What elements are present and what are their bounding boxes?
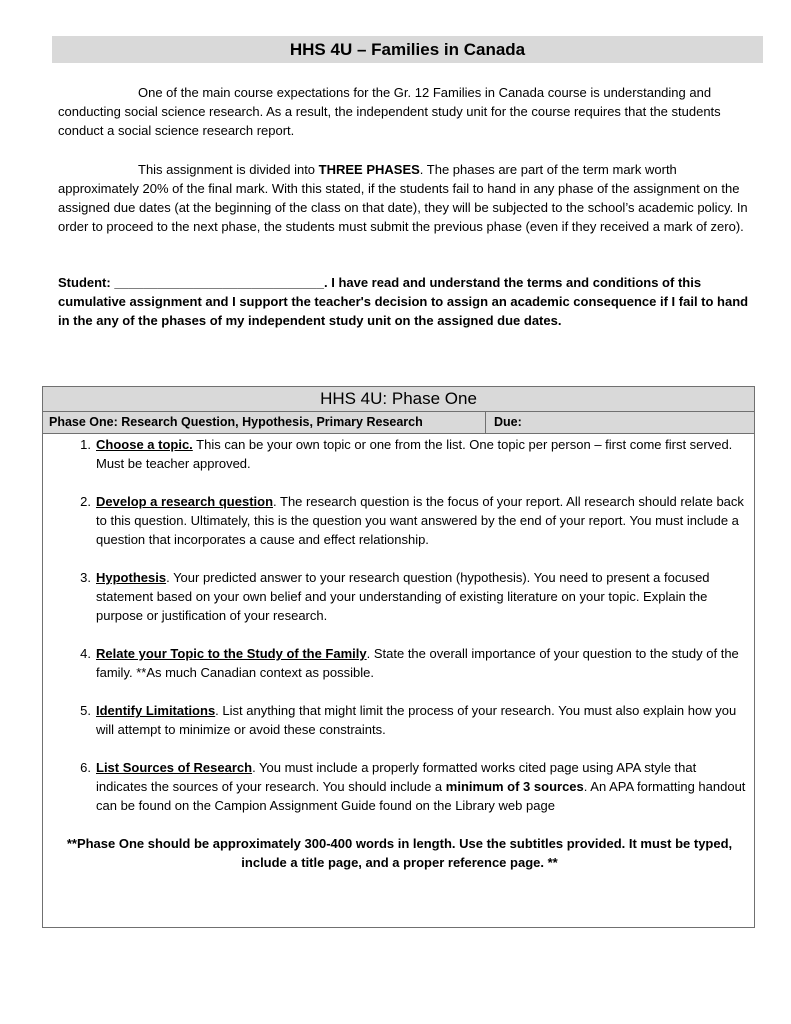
item-lead: Choose a topic. bbox=[96, 437, 193, 452]
item-text: . List anything that might limit the process of your research. You must also explain how you will attempt to minimize or avoid these constraints. bbox=[96, 703, 737, 737]
list-item bbox=[80, 492, 746, 549]
phase-one-table bbox=[42, 386, 755, 928]
intro-text-2-bold: THREE PHASES bbox=[318, 162, 420, 177]
list-item bbox=[80, 758, 746, 815]
item-text: . State the overall importance of your question to the study of the family. **As much Canadian context as possible. bbox=[96, 646, 739, 680]
list-item bbox=[80, 568, 746, 625]
phase-heading: HHS 4U: Phase One bbox=[43, 387, 754, 412]
item-number: 5. bbox=[80, 703, 91, 718]
intro-text-1: One of the main course expectations for the Gr. 12 Families in Canada course is understanding and conducting social science research. As a result, the independent study unit for the course requires that the students conduct a social science research report. bbox=[58, 85, 721, 138]
phase-subheading-row bbox=[43, 412, 754, 434]
phase-note: **Phase One should be approximately 300-400 words in length. Use the subtitles provided. It must be typed, include a title page, and a proper reference page. ** bbox=[66, 836, 733, 870]
item-lead: Identify Limitations bbox=[96, 703, 216, 718]
page-title: HHS 4U – Families in Canada bbox=[52, 36, 763, 63]
list-item bbox=[80, 435, 746, 473]
item-text-bold: minimum of 3 sources bbox=[445, 779, 584, 794]
acknowledgement-text: Student: _____________________________. I have read and understand the terms and conditions of this cumulative assignment and I support the teacher's decision to assign an academic consequence if I fail to hand in the any of the phases of my independent study unit on the assigned due dates. bbox=[58, 275, 749, 328]
item-number: 6. bbox=[80, 760, 91, 775]
list-item bbox=[80, 701, 746, 739]
item-lead: Relate your Topic to the Study of the Family bbox=[96, 646, 367, 661]
item-number: 1. bbox=[80, 437, 91, 452]
item-number: 3. bbox=[80, 570, 91, 585]
intro-paragraph-2 bbox=[58, 160, 760, 236]
list-item bbox=[80, 644, 746, 682]
student-acknowledgement bbox=[58, 273, 760, 330]
item-lead: Develop a research question bbox=[96, 494, 274, 509]
item-number: 2. bbox=[80, 494, 91, 509]
due-label: Due: bbox=[494, 415, 522, 429]
item-lead: List Sources of Research bbox=[96, 760, 253, 775]
phase-subheading: Phase One: Research Question, Hypothesis, Primary Research bbox=[43, 412, 486, 433]
item-text-end: . An APA formatting handout can be found on the Campion Assignment Guide found on the Library web page bbox=[96, 779, 746, 813]
item-text: . The research question is the focus of your report. All research should relate back to this question. Ultimately, this is the question you want answered by the end of your report. You must include a question that incorporates a cause and effect relationship. bbox=[96, 494, 744, 547]
item-text: This can be your own topic or one from the list. One topic per person – first come first served. Must be teacher approved. bbox=[96, 437, 733, 471]
item-text: . Your predicted answer to your research question (hypothesis). You need to present a focused statement based on your own belief and your understanding of existing literature on your topic. Explain the purpose or justification of your research. bbox=[96, 570, 710, 623]
intro-text-2a: This assignment is divided into bbox=[138, 162, 319, 177]
intro-text-2b: . The phases are part of the term mark worth approximately 20% of the final mark. With this stated, if the students fail to hand in any phase of the assignment on the assigned due dates (at the beginning of the class on that date), they will be subjected to the school’s academic policy. In order to proceed to the next phase, the students must submit the previous phase (even if they received a mark of zero). bbox=[58, 162, 748, 234]
item-text: . You must include a properly formatted works cited page using APA style that indicates the sources of your research. You should include a bbox=[96, 760, 697, 794]
intro-paragraph-1 bbox=[58, 83, 760, 140]
item-number: 4. bbox=[80, 646, 91, 661]
item-lead: Hypothesis bbox=[96, 570, 167, 585]
